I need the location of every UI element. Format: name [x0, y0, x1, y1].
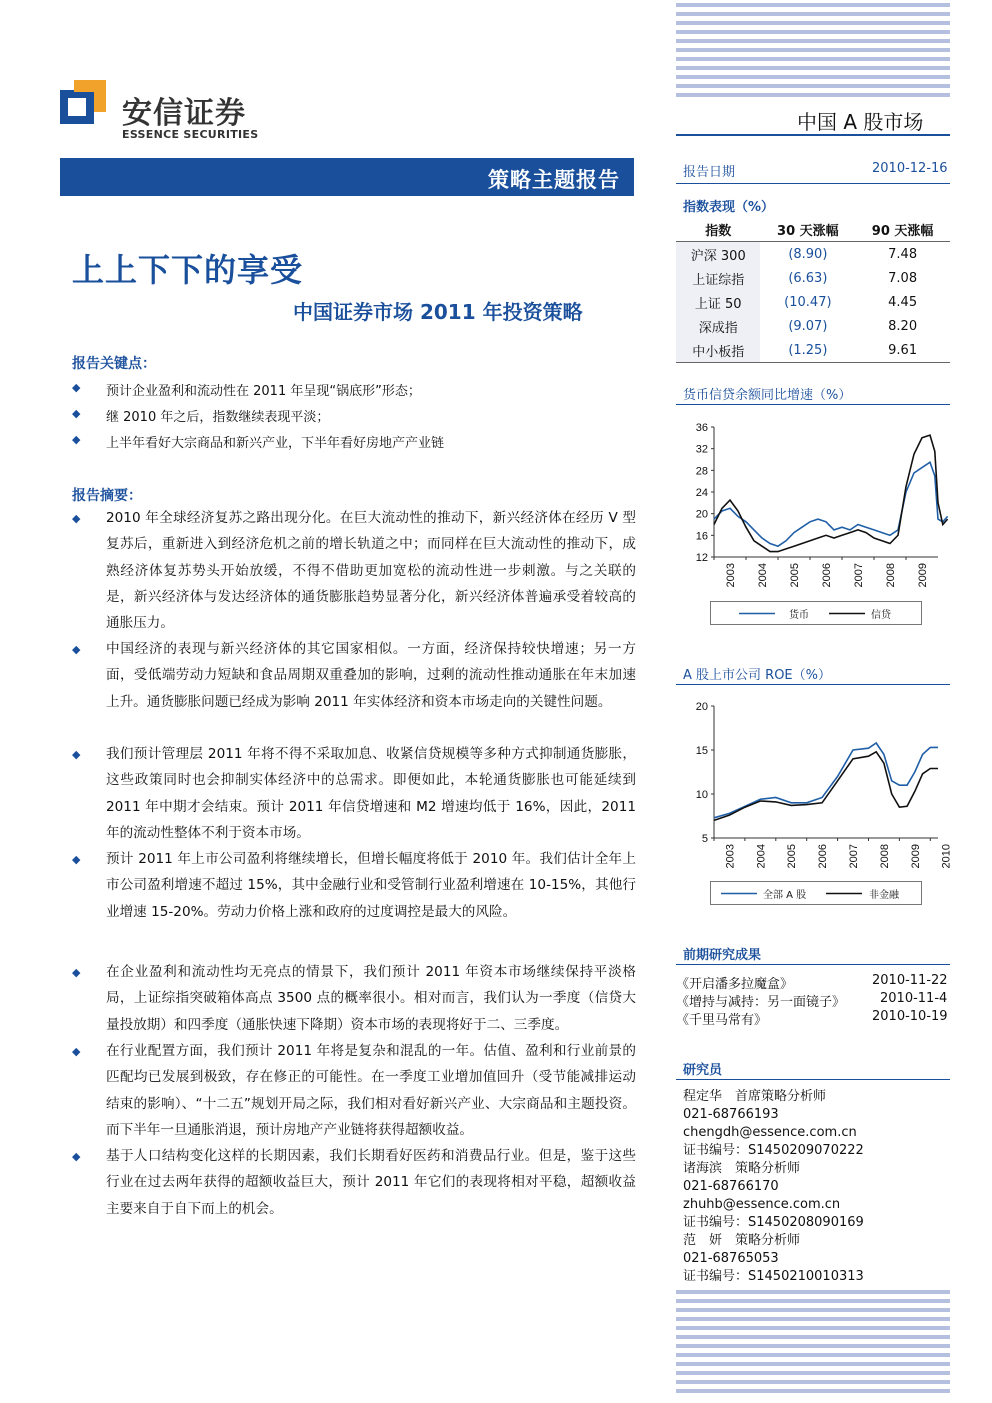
key-points-heading: 报告关键点： — [72, 356, 156, 372]
x-tick-label: 2007 — [853, 563, 865, 588]
y-tick-label: 28 — [695, 465, 708, 478]
x-tick-label: 2006 — [817, 844, 830, 869]
report-date: 2010-11-22 — [872, 973, 948, 988]
x-tick-label: 2005 — [786, 844, 799, 869]
index-30d: (10.47) — [784, 294, 832, 310]
legend-label: 非金融 — [869, 890, 899, 901]
summary-paragraph: 基于人口结构变化这样的长期因素，我们长期看好医药和消费品行业。但是，鉴于这些行业在过去两年获得的超额收益巨大，预计 2011 年它们的表现将相对平稳，超额收益主要来自于自下而上的机会。 — [106, 1148, 636, 1217]
report-title: 《增持与减持：另一面镜子》 — [676, 995, 846, 1010]
index-name: 沪深 300 — [676, 242, 760, 267]
analyst-phone: 021-68766170 — [683, 1179, 779, 1194]
index-name: 上证综指 — [676, 266, 760, 290]
index-heading: 指数表现（%） — [683, 200, 775, 215]
index-30d: (1.25) — [788, 342, 828, 358]
x-tick-label: 2008 — [878, 844, 891, 869]
report-title: 《千里马常有》 — [676, 1013, 768, 1028]
chart-legend — [710, 881, 922, 905]
diamond-bullet-icon: ◆ — [72, 643, 81, 656]
y-tick-label: 24 — [695, 487, 708, 499]
series-line — [714, 435, 948, 551]
index-30d: (9.07) — [788, 318, 828, 334]
summary-paragraph: 预计 2011 年上市公司盈利将继续增长，但增长幅度将低于 2010 年。我们估计全年上市公司盈利增速不超过 15%，其中金融行业和受管制行业盈利增速在 10-15%，其他行业增速 15-20%。劳动力价格上涨和政府的过度调控是最大的风险。 — [106, 851, 636, 920]
table-row — [676, 242, 950, 267]
money-credit-chart — [676, 412, 950, 597]
header-rule — [676, 134, 950, 136]
logo-icon — [60, 80, 106, 126]
table-row — [676, 266, 950, 290]
chart-title-rule — [676, 404, 950, 405]
diamond-bullet-icon: ◆ — [72, 407, 81, 420]
analyst-name: 程定华 首席策略分析师 — [683, 1089, 827, 1104]
x-tick-label: 2003 — [725, 563, 737, 588]
bottom-stripes — [676, 1290, 950, 1398]
diamond-bullet-icon: ◆ — [72, 966, 81, 979]
legend-swatch-nonfin — [826, 892, 862, 895]
summary-paragraph: 2010 年全球经济复苏之路出现分化。在巨大流动性的推动下，新兴经济体在经历 V 型复苏后，重新进入到经济危机之前的增长轨道之中；而同样在巨大流动性的推动下，成熟经济体复苏势头开始放缓，不得不借助更加宽松的流动性进一步刺激。与之关联的是，新兴经济体与发达经济体的通货膨胀趋势显著分化，新兴经济体普遍承受着较高的通胀压力。 — [106, 510, 636, 632]
report-type-banner — [60, 158, 634, 196]
diamond-bullet-icon: ◆ — [72, 748, 81, 761]
index-table — [676, 217, 950, 363]
table-row — [676, 314, 950, 338]
summary-paragraph: 在企业盈利和流动性均无亮点的情景下，我们预计 2011 年资本市场继续保持平淡格局，上证综指突破箱体高点 3500 点的概率很小。相对而言，我们认为一季度（信贷大量投放期）和四季度（通胀快速下降期）资本市场的表现将好于二、三季度。 — [106, 964, 636, 1033]
index-name: 深成指 — [676, 314, 760, 338]
index-30d: (8.90) — [788, 246, 828, 262]
report-title: 《开启潘多拉魔盒》 — [676, 977, 794, 992]
y-tick-label: 10 — [695, 789, 708, 801]
index-table-header — [676, 217, 950, 242]
diamond-bullet-icon: ◆ — [72, 381, 81, 394]
key-point-item: 预计企业盈利和流动性在 2011 年呈现“锅底形”形态； — [106, 384, 421, 399]
key-point-item: 继 2010 年之后，指数继续表现平淡； — [106, 410, 330, 425]
table-row — [676, 290, 950, 314]
y-tick-label: 20 — [695, 508, 708, 521]
x-tick-label: 2006 — [821, 563, 833, 588]
prev-research-heading: 前期研究成果 — [683, 948, 762, 963]
y-tick-label: 15 — [695, 745, 708, 757]
table-row — [676, 338, 950, 363]
diamond-bullet-icon: ◆ — [72, 853, 81, 866]
report-date-label: 报告日期 — [683, 165, 736, 180]
legend-swatch-all-a — [721, 892, 757, 895]
x-tick-label: 2004 — [757, 563, 769, 588]
page-subtitle: 中国证券市场 2011 年投资策略 — [293, 300, 583, 324]
index-name: 中小板指 — [676, 338, 760, 363]
report-date: 2010-11-4 — [880, 991, 948, 1006]
x-tick-label: 2004 — [755, 844, 768, 869]
diamond-bullet-icon: ◆ — [72, 433, 81, 446]
analyst-phone: 021-68765053 — [683, 1251, 779, 1266]
diamond-bullet-icon: ◆ — [72, 512, 81, 525]
analyst-phone: 021-68766193 — [683, 1107, 779, 1122]
summary-paragraph: 在行业配置方面，我们预计 2011 年将是复杂和混乱的一年。估值、盈利和行业前景的匹配均已发展到极致，存在修正的可能性。在一季度工业增加值回升（受节能减排运动结束的影响）、“十二五”规划开局之际，我们相对看好新兴产业、大宗商品和主题投资。而下半年一旦通胀消退，预计房地产产业链将获得超额收益。 — [106, 1043, 636, 1138]
index-90d: 8.20 — [888, 318, 918, 334]
y-tick-label: 5 — [701, 833, 708, 845]
x-tick-label: 2007 — [848, 844, 861, 869]
index-90d: 7.48 — [888, 246, 918, 262]
x-tick-label: 2008 — [885, 563, 897, 588]
roe-chart — [676, 692, 953, 877]
report-date: 2010-10-19 — [872, 1009, 948, 1024]
index-col-header: 30 天涨幅 — [760, 217, 855, 242]
top-stripes — [676, 3, 950, 102]
diamond-bullet-icon: ◆ — [72, 1045, 81, 1058]
index-name: 上证 50 — [676, 290, 760, 314]
report-date-value: 2010-12-16 — [872, 161, 948, 176]
analyst-email[interactable]: zhuhb@essence.com.cn — [683, 1197, 841, 1212]
index-90d: 7.08 — [888, 270, 918, 286]
index-col-header: 90 天涨幅 — [855, 217, 950, 242]
x-tick-label: 2005 — [789, 563, 801, 588]
chart-title: A 股上市公司 ROE（%） — [683, 668, 831, 683]
report-type-label: 策略主题报告 — [488, 168, 620, 192]
analyst-rule — [676, 1079, 950, 1080]
summary-paragraph: 中国经济的表现与新兴经济体的其它国家相似。一方面，经济保持较快增速；另一方面，受低端劳动力短缺和食品周期双重叠加的影响，过剩的流动性推动通胀在年末加速上升。通货膨胀问题已经成为影响 2011 年实体经济和资本市场走向的关键性问题。 — [106, 641, 636, 710]
legend-label: 全部 A 股 — [763, 890, 807, 901]
chart-title-rule — [676, 684, 950, 685]
y-tick-label: 36 — [695, 422, 708, 434]
y-tick-label: 12 — [695, 552, 708, 564]
analyst-heading: 研究员 — [683, 1063, 723, 1078]
logo-text-en: ESSENCE SECURITIES — [122, 128, 259, 141]
x-tick-label: 2010 — [940, 844, 953, 869]
index-30d: (6.63) — [788, 270, 828, 286]
date-rule — [676, 183, 950, 184]
summary-paragraph: 我们预计管理层 2011 年将不得不采取加息、收紧信贷规模等多种方式抑制通货膨胀，这些政策同时也会抑制实体经济中的总需求。即便如此，本轮通货膨胀也可能延续到 2011 年中期才会结束。预计 2011 年信贷增速和 M2 增速均低于 16%，因此，2011 年的流动性整体不利于资本市场。 — [106, 746, 636, 841]
x-tick-label: 2009 — [909, 844, 922, 869]
analyst-cert: 证书编号：S1450209070222 — [683, 1143, 864, 1158]
legend-swatch-money — [739, 612, 775, 615]
diamond-bullet-icon: ◆ — [72, 1150, 81, 1163]
market-label: 中国 A 股市场 — [797, 110, 924, 134]
y-tick-label: 32 — [695, 443, 708, 456]
analyst-cert: 证书编号：S1450210010313 — [683, 1269, 864, 1284]
logo-text-cn: 安信证券 — [122, 96, 246, 131]
x-tick-label: 2009 — [917, 563, 929, 588]
legend-label: 信贷 — [871, 610, 891, 621]
y-tick-label: 20 — [695, 701, 708, 713]
key-point-item: 上半年看好大宗商品和新兴产业，下半年看好房地产产业链 — [106, 436, 445, 451]
index-90d: 9.61 — [888, 342, 918, 358]
summary-heading: 报告摘要： — [72, 488, 142, 504]
prev-research-rule — [676, 964, 950, 965]
chart-legend — [710, 601, 922, 625]
y-tick-label: 16 — [695, 530, 708, 543]
chart-title: 货币信贷余额同比增速（%） — [683, 388, 852, 403]
index-col-header: 指数 — [676, 217, 760, 242]
analyst-email[interactable]: chengdh@essence.com.cn — [683, 1125, 857, 1140]
page-title: 上上下下的享受 — [72, 251, 304, 289]
analyst-block — [683, 1088, 948, 1286]
series-line — [714, 752, 938, 821]
analyst-cert: 证书编号：S1450208090169 — [683, 1215, 864, 1230]
analyst-name: 范 妍 策略分析师 — [683, 1233, 801, 1248]
legend-label: 货币 — [789, 610, 809, 621]
analyst-name: 诸海滨 策略分析师 — [683, 1161, 801, 1176]
x-tick-label: 2003 — [724, 844, 737, 869]
index-90d: 4.45 — [888, 294, 918, 310]
legend-swatch-credit — [829, 612, 865, 615]
